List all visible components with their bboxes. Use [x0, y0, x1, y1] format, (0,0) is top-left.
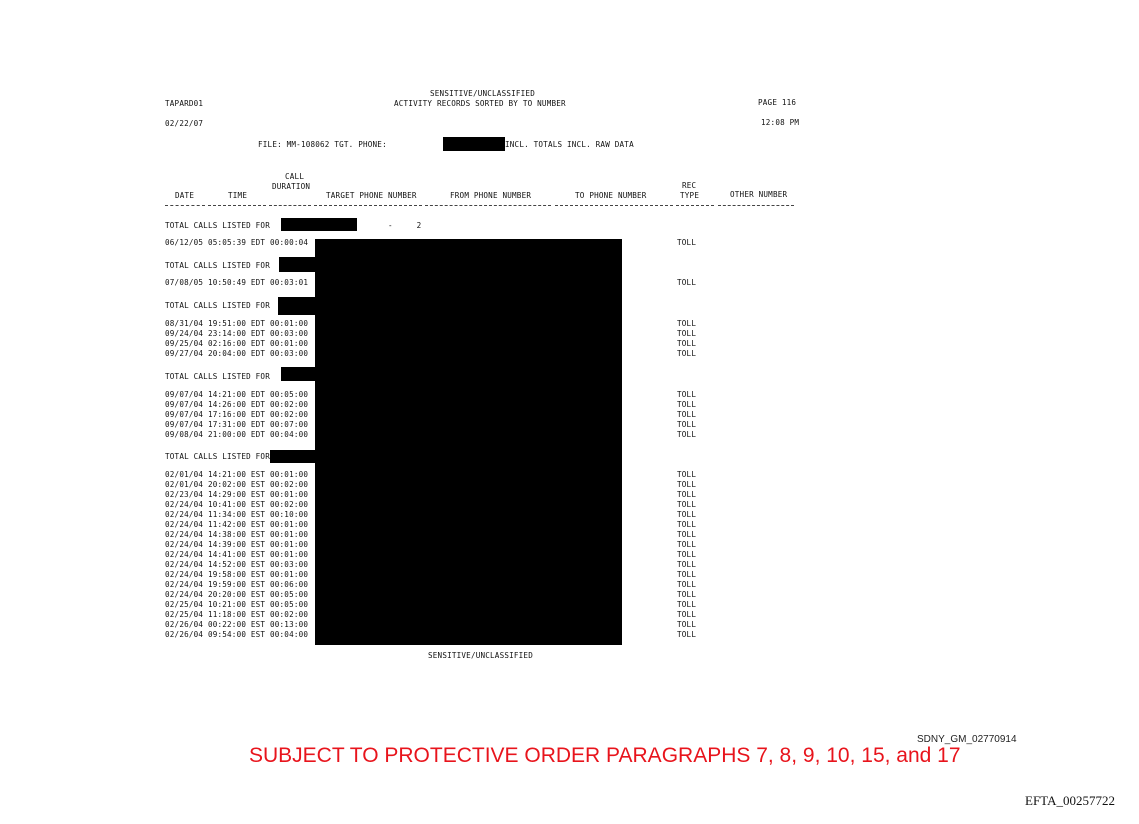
- record-datetime: 02/24/04 14:41:00 EST 00:01:00: [165, 550, 309, 559]
- record-datetime: 02/24/04 14:39:00 EST 00:01:00: [165, 540, 309, 549]
- col-type: TYPE: [680, 191, 700, 200]
- record-type: TOLL: [677, 600, 697, 609]
- total-calls-label: TOTAL CALLS LISTED FOR: [165, 261, 270, 270]
- protective-order-notice: SUBJECT TO PROTECTIVE ORDER PARAGRAPHS 7, 8, 9, 10, 15, and 17: [249, 744, 961, 767]
- record-type: TOLL: [677, 430, 697, 439]
- totals-label: INCL. TOTALS INCL. RAW DATA: [505, 140, 634, 149]
- footer-classification: SENSITIVE/UNCLASSIFIED: [428, 651, 533, 660]
- header-rule: [425, 205, 551, 206]
- header-rule: [676, 205, 714, 206]
- report-date: 02/22/07: [165, 119, 204, 128]
- record-type: TOLL: [677, 410, 697, 419]
- header-rule: [269, 205, 311, 206]
- header-classification: SENSITIVE/UNCLASSIFIED: [430, 89, 535, 98]
- record-datetime: 02/24/04 10:41:00 EST 00:02:00: [165, 500, 309, 509]
- record-datetime: 09/07/04 17:31:00 EDT 00:07:00: [165, 420, 309, 429]
- record-type: TOLL: [677, 530, 697, 539]
- col-target: TARGET PHONE NUMBER: [326, 191, 417, 200]
- total-calls-count: - 2: [388, 221, 422, 230]
- efta-number: EFTA_00257722: [1025, 793, 1115, 808]
- redaction-total-number: [279, 257, 315, 272]
- total-calls-label: TOTAL CALLS LISTED FOR: [165, 372, 270, 381]
- record-datetime: 08/31/04 19:51:00 EDT 00:01:00: [165, 319, 309, 328]
- record-type: TOLL: [677, 420, 697, 429]
- redaction-phone-columns: [315, 239, 622, 645]
- record-type: TOLL: [677, 610, 697, 619]
- record-datetime: 02/24/04 14:38:00 EST 00:01:00: [165, 530, 309, 539]
- report-id: TAPARD01: [165, 99, 204, 108]
- record-type: TOLL: [677, 630, 697, 639]
- record-datetime: 02/24/04 11:34:00 EST 00:10:00: [165, 510, 309, 519]
- record-datetime: 02/25/04 11:18:00 EST 00:02:00: [165, 610, 309, 619]
- col-duration: DURATION: [272, 182, 311, 191]
- file-label: FILE: MM-108062 TGT. PHONE:: [258, 140, 387, 149]
- record-datetime: 02/26/04 00:22:00 EST 00:13:00: [165, 620, 309, 629]
- redaction-total-number: [278, 297, 316, 315]
- redaction-target-phone: [443, 137, 505, 151]
- record-type: TOLL: [677, 480, 697, 489]
- total-calls-label: TOTAL CALLS LISTED FOR: [165, 452, 270, 461]
- redaction-total-number: [281, 218, 357, 231]
- col-rec: REC: [682, 181, 697, 190]
- report-title: ACTIVITY RECORDS SORTED BY TO NUMBER: [394, 99, 566, 108]
- record-type: TOLL: [677, 278, 697, 287]
- header-rule: [208, 205, 266, 206]
- record-datetime: 02/24/04 19:59:00 EST 00:06:00: [165, 580, 309, 589]
- record-datetime: 02/01/04 14:21:00 EST 00:01:00: [165, 470, 309, 479]
- record-type: TOLL: [677, 570, 697, 579]
- record-datetime: 09/07/04 14:26:00 EDT 00:02:00: [165, 400, 309, 409]
- col-from: FROM PHONE NUMBER: [450, 191, 532, 200]
- total-calls-label: TOTAL CALLS LISTED FOR: [165, 221, 270, 230]
- record-datetime: 02/25/04 10:21:00 EST 00:05:00: [165, 600, 309, 609]
- record-type: TOLL: [677, 349, 697, 358]
- record-type: TOLL: [677, 590, 697, 599]
- record-datetime: 02/23/04 14:29:00 EST 00:01:00: [165, 490, 309, 499]
- record-type: TOLL: [677, 550, 697, 559]
- report-time: 12:08 PM: [761, 118, 800, 127]
- record-datetime: 02/01/04 20:02:00 EST 00:02:00: [165, 480, 309, 489]
- col-date: DATE: [175, 191, 195, 200]
- header-rule: [165, 205, 205, 206]
- header-rule: [314, 205, 422, 206]
- col-other: OTHER NUMBER: [730, 190, 788, 199]
- record-datetime: 09/27/04 20:04:00 EDT 00:03:00: [165, 349, 309, 358]
- record-type: TOLL: [677, 620, 697, 629]
- record-type: TOLL: [677, 329, 697, 338]
- record-datetime: 09/07/04 17:16:00 EDT 00:02:00: [165, 410, 309, 419]
- record-type: TOLL: [677, 339, 697, 348]
- redaction-total-number: [270, 450, 316, 463]
- record-type: TOLL: [677, 500, 697, 509]
- record-type: TOLL: [677, 560, 697, 569]
- header-rule: [718, 205, 794, 206]
- record-type: TOLL: [677, 510, 697, 519]
- record-type: TOLL: [677, 400, 697, 409]
- col-time: TIME: [228, 191, 248, 200]
- total-calls-label: TOTAL CALLS LISTED FOR: [165, 301, 270, 310]
- record-datetime: 02/24/04 11:42:00 EST 00:01:00: [165, 520, 309, 529]
- record-type: TOLL: [677, 520, 697, 529]
- record-type: TOLL: [677, 490, 697, 499]
- record-datetime: 07/08/05 10:50:49 EDT 00:03:01: [165, 278, 309, 287]
- record-datetime: 09/07/04 14:21:00 EDT 00:05:00: [165, 390, 309, 399]
- record-datetime: 02/24/04 14:52:00 EST 00:03:00: [165, 560, 309, 569]
- col-call: CALL: [285, 172, 305, 181]
- record-type: TOLL: [677, 319, 697, 328]
- record-type: TOLL: [677, 580, 697, 589]
- record-datetime: 02/26/04 09:54:00 EST 00:04:00: [165, 630, 309, 639]
- record-type: TOLL: [677, 470, 697, 479]
- record-datetime: 02/24/04 19:58:00 EST 00:01:00: [165, 570, 309, 579]
- record-datetime: 09/08/04 21:00:00 EDT 00:04:00: [165, 430, 309, 439]
- page-number: PAGE 116: [758, 98, 797, 107]
- record-datetime: 09/25/04 02:16:00 EDT 00:01:00: [165, 339, 309, 348]
- bates-number: SDNY_GM_02770914: [917, 734, 1017, 745]
- record-type: TOLL: [677, 390, 697, 399]
- header-rule: [555, 205, 673, 206]
- col-to: TO PHONE NUMBER: [575, 191, 647, 200]
- record-type: TOLL: [677, 238, 697, 247]
- record-datetime: 02/24/04 20:20:00 EST 00:05:00: [165, 590, 309, 599]
- record-datetime: 06/12/05 05:05:39 EDT 00:00:04: [165, 238, 309, 247]
- record-type: TOLL: [677, 540, 697, 549]
- record-datetime: 09/24/04 23:14:00 EDT 00:03:00: [165, 329, 309, 338]
- redaction-total-number: [281, 367, 316, 381]
